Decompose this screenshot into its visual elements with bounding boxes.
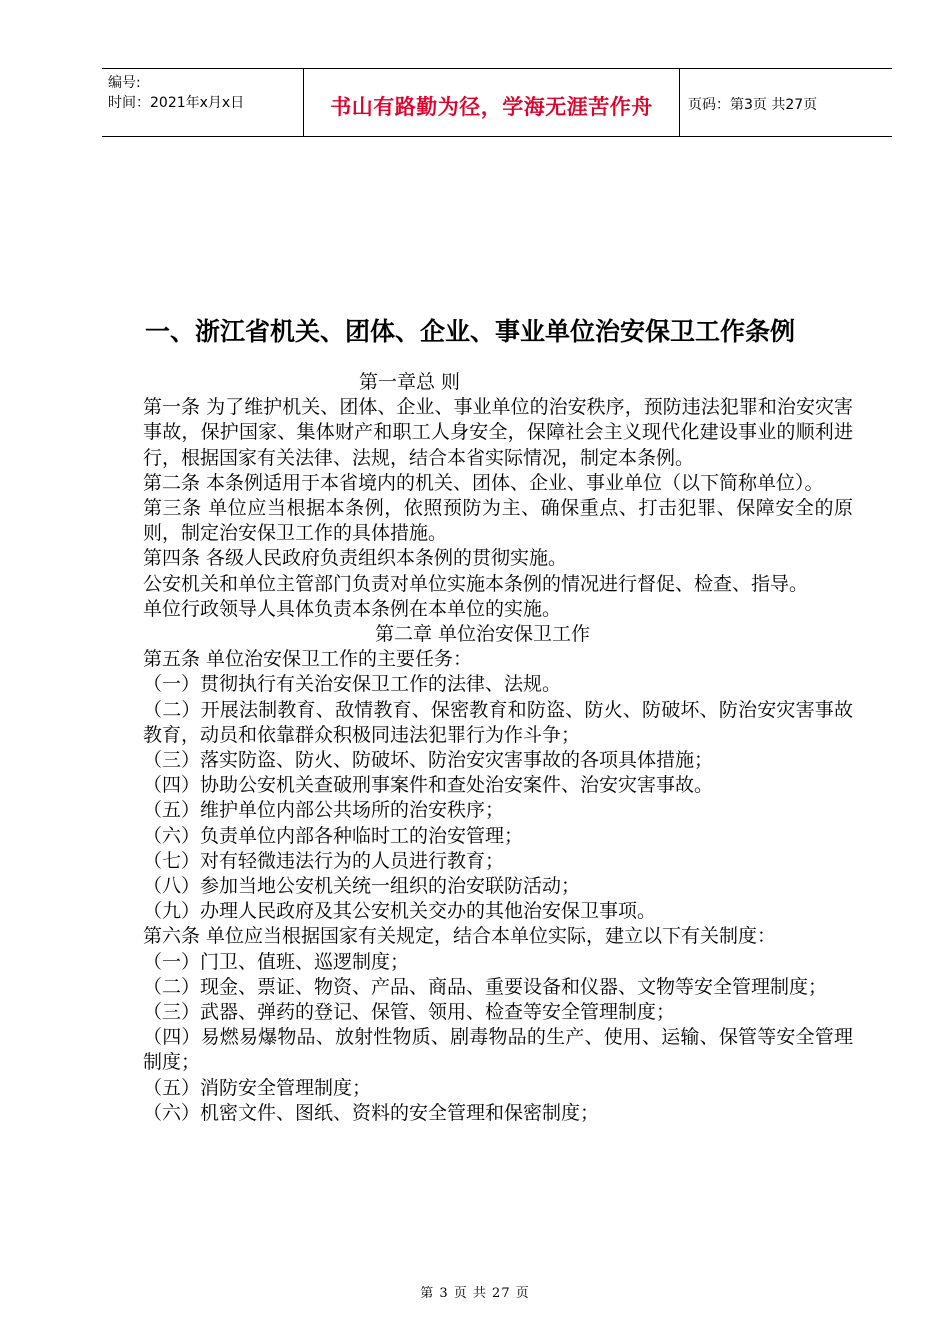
- document-body: [143, 370, 853, 1126]
- chapter-heading-1: 第一章总 则: [359, 371, 461, 393]
- article-6-item-5: （五）消防安全管理制度；: [143, 1076, 372, 1099]
- article-4: 第四条 各级人民政府负责组织本条例的贯彻实施。: [143, 547, 568, 570]
- article-1: 第一条 为了维护机关、团体、企业、事业单位的治安秩序，预防违法犯罪和治安灾害事故，保护国家、集体财产和职工人身安全，保障社会主义现代化建设事业的顺利进行，根据国家有关法律、法规，结合本省实际情况，制定本条例。: [143, 396, 853, 469]
- article-4-paragraph-3: 单位行政领导人具体负责本条例在本单位的实施。: [143, 597, 562, 620]
- article-5-item-3: （三）落实防盗、防火、防破坏、防治安灾害事故的各项具体措施；: [143, 749, 714, 772]
- article-5-item-4: （四）协助公安机关查破刑事案件和查处治安案件、治安灾害事故。: [143, 774, 714, 797]
- header-page-info: 页码：第3页 共27页: [688, 97, 818, 113]
- document-title: 一、浙江省机关、团体、企业、事业单位治安保卫工作条例: [145, 317, 796, 346]
- document-time-label: 时间：2021年x月x日: [108, 95, 245, 111]
- page-header: [102, 68, 892, 137]
- article-5-item-7: （七）对有轻微违法行为的人员进行教育；: [143, 849, 505, 872]
- article-5-item-5: （五）维护单位内部公共场所的治安秩序；: [143, 799, 505, 822]
- header-meta-cell: [102, 69, 304, 136]
- article-5-item-8: （八）参加当地公安机关统一组织的治安联防活动；: [143, 875, 581, 898]
- article-6-item-4: （四）易燃易爆物品、放射性物质、剧毒物品的生产、使用、运输、保管等安全管理制度；: [143, 1026, 853, 1074]
- article-6: 第六条 单位应当根据国家有关规定，结合本单位实际，建立以下有关制度：: [143, 925, 777, 948]
- article-2: 第二条 本条例适用于本省境内的机关、团体、企业、事业单位（以下简称单位）。: [143, 471, 824, 494]
- page-footer: 第 3 页 共 27 页: [420, 1286, 530, 1301]
- article-6-item-1: （一）门卫、值班、巡逻制度；: [143, 950, 410, 973]
- header-page-cell: [680, 69, 892, 136]
- article-5-item-6: （六）负责单位内部各种临时工的治安管理；: [143, 824, 524, 847]
- article-6-item-3: （三）武器、弹药的登记、保管、领用、检查等安全管理制度；: [143, 1001, 676, 1024]
- header-motto-cell: [304, 69, 680, 136]
- article-5: 第五条 单位治安保卫工作的主要任务：: [143, 648, 473, 671]
- article-4-paragraph-2: 公安机关和单位主管部门负责对单位实施本条例的情况进行督促、检查、指导。: [143, 572, 809, 595]
- article-5-item-9: （九）办理人民政府及其公安机关交办的其他治安保卫事项。: [143, 900, 657, 923]
- document-number-label: 编号:: [108, 75, 141, 91]
- header-motto: 书山有路勤为径，学海无涯苦作舟: [330, 95, 653, 119]
- article-5-item-2: （二）开展法制教育、敌情教育、保密教育和防盗、防火、防破坏、防治安灾害事故教育，动员和依靠群众积极同违法犯罪行为作斗争；: [143, 698, 853, 746]
- article-6-item-6: （六）机密文件、图纸、资料的安全管理和保密制度；: [143, 1101, 600, 1124]
- article-6-item-2: （二）现金、票证、物资、产品、商品、重要设备和仪器、文物等安全管理制度；: [143, 975, 828, 998]
- chapter-heading-2: 第二章 单位治安保卫工作: [375, 623, 591, 646]
- article-3: 第三条 单位应当根据本条例，依照预防为主、确保重点、打击犯罪、保障安全的原则，制定治安保卫工作的具体措施。: [143, 497, 853, 545]
- article-5-item-1: （一）贯彻执行有关治安保卫工作的法律、法规。: [143, 673, 562, 696]
